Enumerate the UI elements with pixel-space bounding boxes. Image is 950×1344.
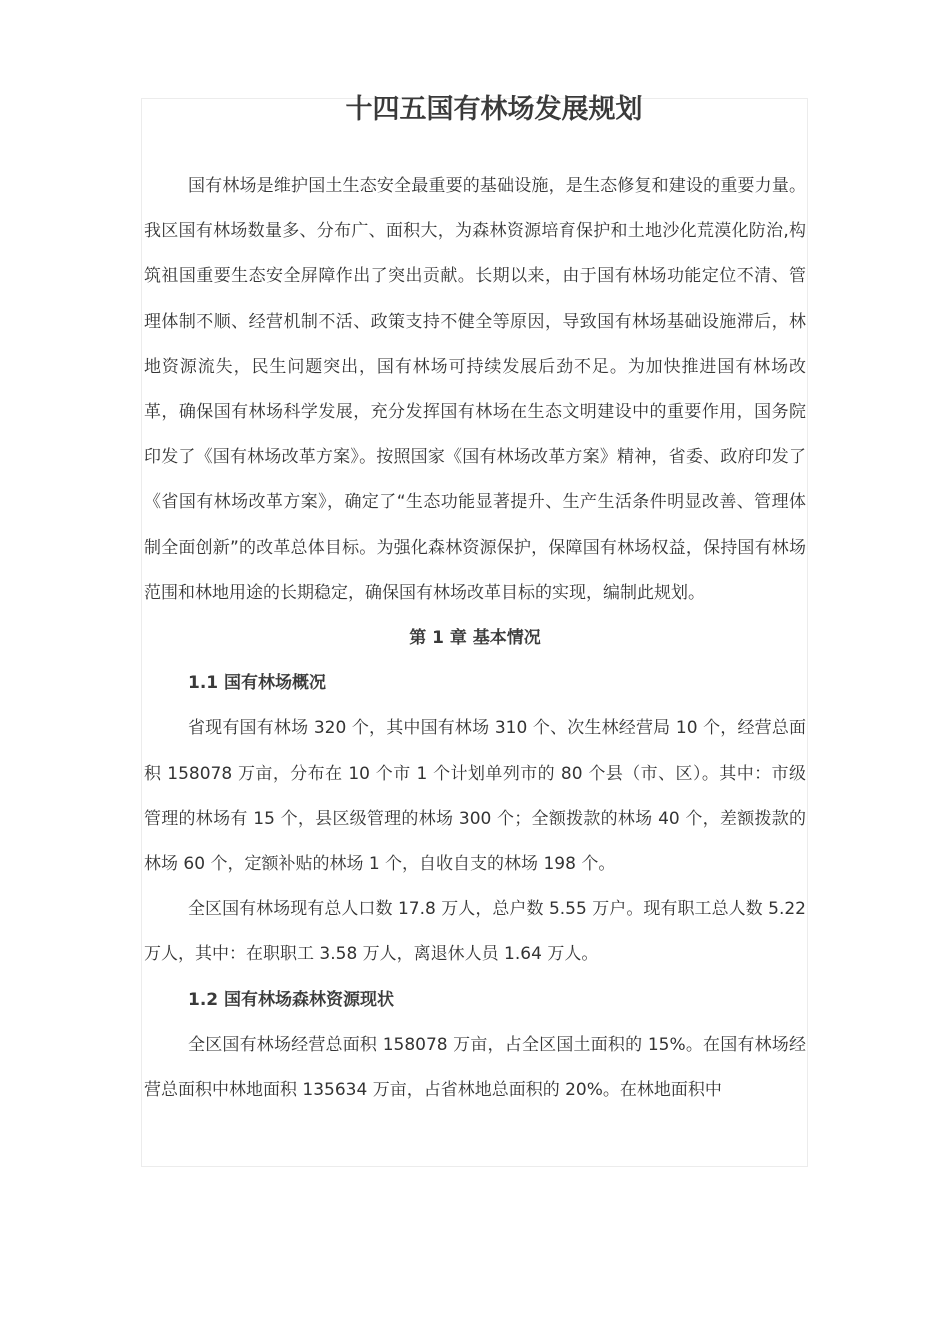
section-heading-1-1: 1.1 国有林场概况	[188, 673, 327, 694]
resources-paragraph: 全区国有林场经营总面积 158078 万亩，占全区国土面积的 15%。在国有林场经营总面积中林地面积 135634 万亩，占省林地总面积的 20%。在林地面积中	[144, 1034, 806, 1101]
population-paragraph: 全区国有林场现有总人口数 17.8 万人，总户数 5.55 万户。现有职工总人数 5.22 万人，其中：在职职工 3.58 万人，离退休人员 1.64 万人。	[144, 899, 806, 965]
intro-paragraph: 国有林场是维护国土生态安全最重要的基础设施，是生态修复和建设的重要力量。我区国有林场数量多、分布广、面积大，为森林资源培育保护和土地沙化荒漠化防治,构筑祖国重要生态安全屏障作出了突出贡献。长期以来，由于国有林场功能定位不清、管理体制不顺、经营机制不活、政策支持不健全等原因，导致国有林场基础设施滞后，林地资源流失，民生问题突出，国有林场可持续发展后劲不足。为加快推进国有林场改革，确保国有林场科学发展，充分发挥国有林场在生态文明建设中的重要作用，国务院印发了《国有林场改革方案》。按照国家《国有林场改革方案》精神，省委、政府印发了《省国有林场改革方案》，确定了“生态功能显著提升、生产生活条件明显改善、管理体制全面创新”的改革总体目标。为强化森林资源保护，保障国有林场权益，保持国有林场范围和林地用途的长期稳定，确保国有林场改革目标的实现，编制此规划。	[144, 176, 806, 603]
section-heading-1-2: 1.2 国有林场森林资源现状	[188, 989, 395, 1010]
chapter-heading: 第 1 章 基本情况	[409, 628, 541, 649]
overview-paragraph: 省现有国有林场 320 个，其中国有林场 310 个、次生林经营局 10 个，经营总面积 158078 万亩，分布在 10 个市 1 个计划单列市的 80 个县（市、区）。其中：市级管理的林场有 15 个，县区级管理的林场 300 个；全额拨款的林场 40 个，差额拨款的林场 60 个，定额补贴的林场 1 个，自收自支的林场 198 个。	[144, 718, 806, 875]
document-body	[144, 164, 806, 1113]
document-title: 十四五国有林场发展规划	[345, 94, 643, 125]
